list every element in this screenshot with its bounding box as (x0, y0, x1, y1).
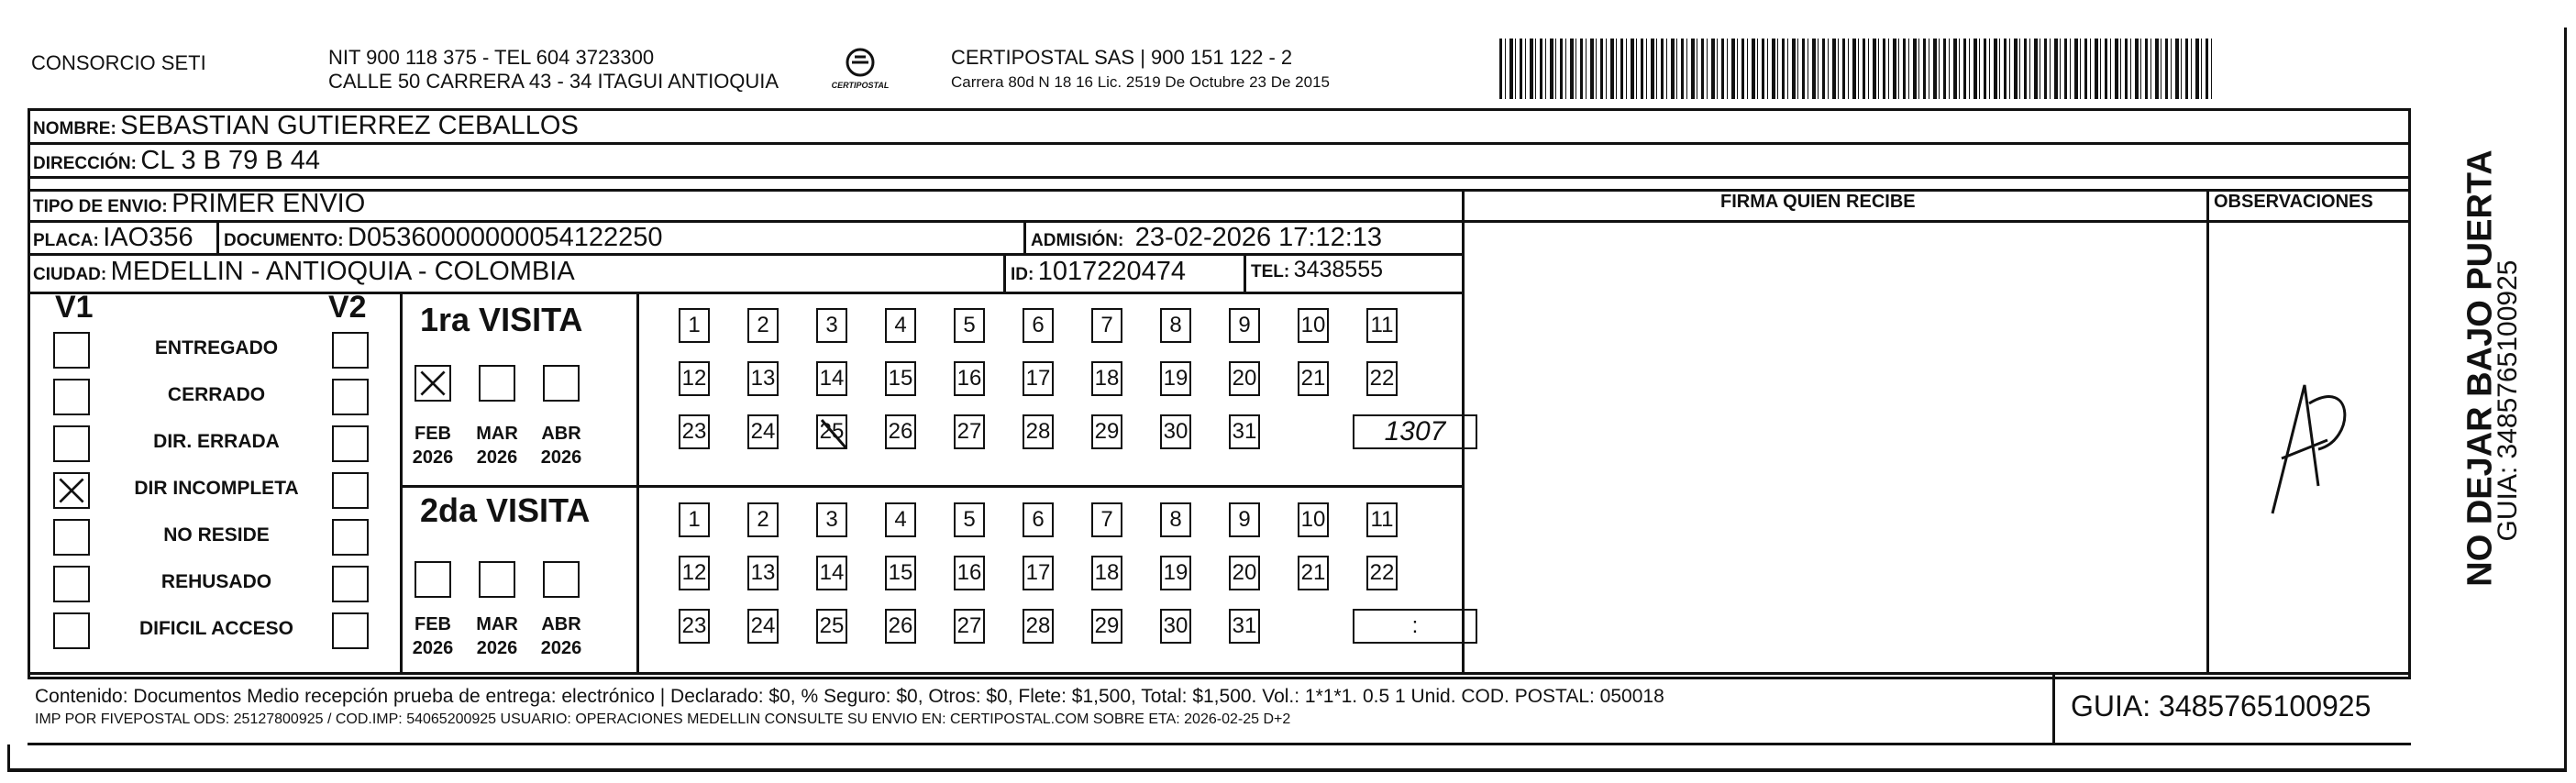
tipo-label: TIPO DE ENVIO: (33, 197, 168, 216)
visit2-day-box[interactable]: 1 (679, 502, 710, 537)
visit1-day-box[interactable]: 26 (885, 414, 916, 449)
footer-line2: IMP POR FIVEPOSTAL ODS: 25127800925 / COD.IMP: 54065200925 USUARIO: OPERACIONES MEDELLIN CONSULTE SU ENVIO EN: CERTIPOSTAL.COM SOBRE ETA: 2026-02-25 D+2 (35, 711, 1291, 727)
observaciones-header: OBSERVACIONES (2214, 192, 2373, 212)
ciudad-value: MEDELLIN - ANTIOQUIA - COLOMBIA (110, 257, 575, 286)
visit1-day-box[interactable]: 31 (1229, 414, 1260, 449)
v2-checkbox[interactable] (332, 332, 369, 369)
month-year: 2026 (476, 447, 518, 468)
tel-value: 3438555 (1293, 257, 1383, 282)
visit1-day-box[interactable]: 21 (1298, 361, 1329, 396)
visit1-day-box[interactable]: 27 (954, 414, 985, 449)
month-name: ABR (541, 614, 581, 634)
visit2-day-box[interactable]: 31 (1229, 609, 1260, 644)
visit1-day-box[interactable]: 28 (1023, 414, 1054, 449)
visit2-day-box[interactable]: 11 (1366, 502, 1398, 537)
rule (1244, 253, 1246, 292)
month-year: 2026 (540, 447, 582, 468)
side-warning: NO DEJAR BAJO PUERTA (2460, 149, 2500, 587)
v1-checkbox[interactable] (53, 425, 90, 462)
side-text (2435, 138, 2523, 651)
rule (2408, 108, 2411, 677)
rule (7, 744, 10, 772)
visit2-day-box[interactable]: 10 (1298, 502, 1329, 537)
visit1-day-box[interactable]: 11 (1366, 308, 1398, 343)
visit2-day-box[interactable]: 30 (1160, 609, 1191, 644)
v1-label: V1 (55, 290, 94, 325)
v2-checkbox[interactable] (332, 472, 369, 509)
visit1-title: 1ra VISITA (420, 301, 583, 338)
status-option-label: DIFICIL ACCESO (138, 618, 293, 639)
visit2-day-box[interactable]: 18 (1091, 556, 1122, 590)
visit2-day-box[interactable]: 20 (1229, 556, 1260, 590)
visit2-day-box[interactable]: 29 (1091, 609, 1122, 644)
visit2-day-box[interactable]: 2 (747, 502, 779, 537)
rule (28, 743, 2411, 745)
status-option-label: DIR INCOMPLETA (134, 478, 299, 499)
visit2-month-label (534, 612, 589, 660)
firma-header: FIRMA QUIEN RECIBE (1720, 192, 1916, 212)
visit1-month-checkbox[interactable] (543, 365, 580, 402)
direccion-label: DIRECCIÓN: (33, 154, 137, 173)
rule (636, 292, 639, 672)
visit2-day-box[interactable]: 15 (885, 556, 916, 590)
rule (1023, 220, 1026, 255)
visit1-day-box[interactable]: 19 (1160, 361, 1191, 396)
visit2-day-box[interactable]: 22 (1366, 556, 1398, 590)
status-option-label: CERRADO (167, 384, 266, 405)
rule (400, 292, 403, 672)
observation-signature (2254, 348, 2364, 532)
documento-label: DOCUMENTO: (224, 231, 344, 250)
rule (28, 176, 2410, 179)
rule (2564, 28, 2567, 772)
tipo-row (33, 189, 365, 219)
visit2-day-box[interactable]: 5 (954, 502, 985, 537)
visit1-day-box[interactable]: 4 (885, 308, 916, 343)
visit1-day-box[interactable]: 5 (954, 308, 985, 343)
nombre-value: SEBASTIAN GUTIERREZ CEBALLOS (120, 111, 579, 140)
month-name: FEB (415, 424, 451, 444)
rule (216, 220, 219, 255)
v2-checkbox[interactable] (332, 379, 369, 415)
visit2-day-box[interactable]: 28 (1023, 609, 1054, 644)
visit2-day-box[interactable]: 16 (954, 556, 985, 590)
company-name: CONSORCIO SETI (31, 51, 206, 74)
visit1-day-box[interactable]: 7 (1091, 308, 1122, 343)
rule (2052, 672, 2055, 745)
nombre-row (33, 111, 579, 141)
visit2-day-box[interactable]: 14 (816, 556, 847, 590)
v2-label: V2 (328, 290, 367, 325)
visit2-month-label (470, 612, 525, 660)
tel-label: TEL: (1251, 262, 1290, 281)
v2-checkbox[interactable] (332, 566, 369, 602)
visit2-month-label (405, 612, 460, 660)
footer-line1: Contenido: Documentos Medio recepción prueba de entrega: electrónico | Declarado: $0, % Seguro: $0, Otros: $0, Flete: $1,500, Total: $1,500. Vol.: 1*1*1. 0.5 1 Unid. COD. POSTAL: 050018 (35, 686, 1664, 707)
visit1-day-box[interactable]: 18 (1091, 361, 1122, 396)
visit2-day-box[interactable]: 23 (679, 609, 710, 644)
month-name: ABR (541, 424, 581, 444)
v1-checkbox[interactable] (53, 472, 90, 509)
admision-label: ADMISIÓN: (1031, 231, 1124, 250)
nombre-label: NOMBRE: (33, 119, 116, 138)
month-year: 2026 (476, 638, 518, 658)
rule (28, 292, 1464, 294)
visit1-day-box[interactable]: 9 (1229, 308, 1260, 343)
visit2-day-box[interactable]: 4 (885, 502, 916, 537)
visit2-day-box[interactable]: 26 (885, 609, 916, 644)
id-label: ID: (1011, 265, 1034, 284)
status-option-label: ENTREGADO (154, 337, 279, 358)
visit1-day-box[interactable]: 13 (747, 361, 779, 396)
v2-checkbox[interactable] (332, 425, 369, 462)
visit1-day-box[interactable]: 8 (1160, 308, 1191, 343)
visit1-day-box[interactable]: 10 (1298, 308, 1329, 343)
visit1-day-box[interactable]: 30 (1160, 414, 1191, 449)
rule (28, 189, 2410, 192)
placa-row (33, 223, 193, 253)
visit2-day-box[interactable]: 9 (1229, 502, 1260, 537)
documento-value: D05360000000054122250 (348, 223, 663, 252)
visit1-day-box[interactable]: 22 (1366, 361, 1398, 396)
visit1-month-checkbox[interactable] (479, 365, 515, 402)
visit2-day-box[interactable]: 8 (1160, 502, 1191, 537)
documento-row (224, 223, 663, 253)
v2-checkbox[interactable] (332, 612, 369, 649)
placa-value: IAO356 (103, 223, 193, 252)
visit1-day-box[interactable]: 23 (679, 414, 710, 449)
visit1-day-box[interactable]: 1 (679, 308, 710, 343)
visit1-day-box[interactable]: 6 (1023, 308, 1054, 343)
visit2-day-box[interactable]: 21 (1298, 556, 1329, 590)
v1-checkbox[interactable] (53, 566, 90, 602)
visit2-day-box[interactable]: 6 (1023, 502, 1054, 537)
visit2-day-box[interactable]: 12 (679, 556, 710, 590)
rule (28, 108, 30, 677)
visit1-month-label (405, 422, 460, 469)
visit2-month-checkbox[interactable] (479, 561, 515, 598)
rule (28, 142, 2410, 145)
id-value: 1017220474 (1037, 257, 1187, 286)
visit1-day-box[interactable]: 29 (1091, 414, 1122, 449)
tel-row (1251, 257, 1383, 283)
tipo-value: PRIMER ENVIO (171, 189, 366, 218)
visit2-day-box[interactable]: 19 (1160, 556, 1191, 590)
visit1-day-box[interactable]: 25 (816, 414, 847, 449)
visit1-day-box[interactable]: 14 (816, 361, 847, 396)
visit2-month-checkbox[interactable] (415, 561, 451, 598)
month-name: MAR (476, 424, 518, 444)
month-year: 2026 (540, 638, 582, 658)
month-year: 2026 (412, 638, 454, 658)
certipostal-line: CERTIPOSTAL SAS | 900 151 122 - 2 (951, 46, 1293, 69)
visit2-title: 2da VISITA (420, 491, 591, 529)
visit2-day-box[interactable]: 3 (816, 502, 847, 537)
visit1-day-box[interactable]: 24 (747, 414, 779, 449)
side-guia: GUIA: 3485765100925 (2493, 259, 2523, 542)
visit1-time-box[interactable]: 1307 (1353, 414, 1477, 449)
admision-row (1031, 223, 1382, 253)
visit2-day-box[interactable]: 24 (747, 609, 779, 644)
visit1-day-box[interactable]: 15 (885, 361, 916, 396)
rule (400, 485, 1464, 488)
v1-checkbox[interactable] (53, 612, 90, 649)
logo-text: CERTIPOSTAL (831, 81, 890, 90)
v1-checkbox[interactable] (53, 379, 90, 415)
visit1-day-box[interactable]: 2 (747, 308, 779, 343)
visit2-day-box[interactable]: 27 (954, 609, 985, 644)
visit1-month-checkbox[interactable] (415, 365, 451, 402)
ciudad-label: CIUDAD: (33, 265, 107, 284)
certipostal-logo (828, 42, 892, 101)
visit2-day-box[interactable]: 7 (1091, 502, 1122, 537)
ciudad-row (33, 257, 575, 287)
visit1-day-box[interactable]: 17 (1023, 361, 1054, 396)
footer-guia: GUIA: 3485765100925 (2071, 689, 2371, 722)
visit1-month-label (534, 422, 589, 469)
visit2-day-box[interactable]: 13 (747, 556, 779, 590)
visit1-month-label (470, 422, 525, 469)
id-row (1011, 257, 1186, 287)
rule (1003, 253, 1006, 292)
rule (7, 768, 2566, 772)
visit2-time-box[interactable]: : (1353, 609, 1477, 644)
status-option-label: REHUSADO (160, 571, 272, 592)
rule (2206, 189, 2209, 672)
visit2-day-box[interactable]: 25 (816, 609, 847, 644)
direccion-row (33, 146, 320, 176)
visit2-day-box[interactable]: 17 (1023, 556, 1054, 590)
month-year: 2026 (412, 447, 454, 468)
placa-label: PLACA: (33, 231, 99, 250)
status-option-label: DIR. ERRADA (153, 431, 280, 452)
nit-line: NIT 900 118 375 - TEL 604 3723300 (328, 46, 655, 69)
visit1-day-box[interactable]: 20 (1229, 361, 1260, 396)
v1-checkbox[interactable] (53, 332, 90, 369)
visit1-day-box[interactable]: 12 (679, 361, 710, 396)
rule (28, 253, 1464, 256)
barcode (1499, 39, 2212, 99)
month-name: MAR (476, 614, 518, 634)
visit2-month-checkbox[interactable] (543, 561, 580, 598)
admision-value: 23-02-2026 17:12:13 (1134, 223, 1383, 252)
v1-checkbox[interactable] (53, 519, 90, 556)
month-name: FEB (415, 614, 451, 634)
v2-checkbox[interactable] (332, 519, 369, 556)
license-line: Carrera 80d N 18 16 Lic. 2519 De Octubre 23 De 2015 (951, 73, 1330, 91)
direccion-value: CL 3 B 79 B 44 (140, 146, 321, 175)
visit1-day-box[interactable]: 16 (954, 361, 985, 396)
status-option-label: NO RESIDE (163, 524, 270, 546)
visit1-day-box[interactable]: 3 (816, 308, 847, 343)
address-line: CALLE 50 CARRERA 43 - 34 ITAGUI ANTIOQUIA (328, 70, 779, 93)
